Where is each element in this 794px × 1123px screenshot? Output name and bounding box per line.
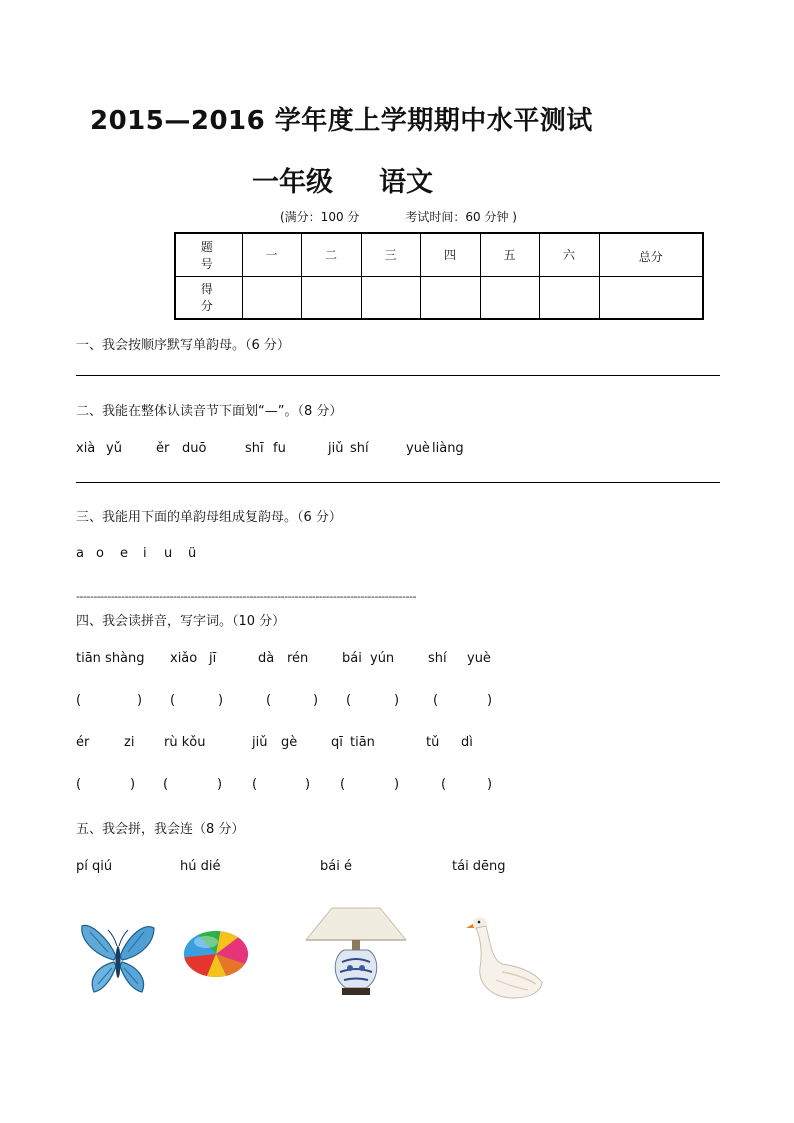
paren-open: ( bbox=[76, 693, 82, 708]
paren-close: ) bbox=[130, 777, 136, 792]
q4-answer-row-2 bbox=[0, 777, 794, 795]
q4-pinyin-row-2 bbox=[0, 735, 794, 753]
paren-close: ) bbox=[487, 777, 493, 792]
score-cell-4[interactable] bbox=[420, 276, 480, 319]
question-1: 一、我会按顺序默写单韵母。（6 分） bbox=[76, 338, 290, 353]
word-butterfly[interactable]: hú dié bbox=[180, 859, 221, 874]
word-goose[interactable]: bái é bbox=[320, 859, 352, 874]
paren-open: ( bbox=[76, 777, 82, 792]
paren-close: ) bbox=[305, 777, 311, 792]
pinyin: dì bbox=[461, 735, 473, 750]
butterfly-image[interactable] bbox=[78, 918, 158, 998]
paren-close: ) bbox=[137, 693, 143, 708]
paren-open: ( bbox=[433, 693, 439, 708]
q3-vowels bbox=[0, 546, 794, 564]
exam-time: 考试时间：60 分钟 ) bbox=[405, 210, 517, 224]
paren-open: ( bbox=[266, 693, 272, 708]
pinyin: qī bbox=[331, 735, 343, 750]
paren-close: ) bbox=[217, 777, 223, 792]
syllable: jiǔ bbox=[328, 441, 344, 456]
syllable: shī bbox=[245, 441, 264, 456]
q4-pinyin-row-1 bbox=[0, 651, 794, 669]
col-1: 一 bbox=[242, 233, 301, 276]
col-3: 三 bbox=[361, 233, 420, 276]
vowel: a bbox=[76, 546, 84, 561]
score-cell-total[interactable] bbox=[599, 276, 703, 319]
score-cell-3[interactable] bbox=[361, 276, 420, 319]
answer-line-1[interactable] bbox=[76, 375, 720, 376]
question-5: 五、我会拼，我会连（8 分） bbox=[76, 822, 245, 837]
score-cell-2[interactable] bbox=[301, 276, 361, 319]
lamp-image[interactable] bbox=[302, 906, 410, 998]
pinyin: xiǎo bbox=[170, 651, 198, 666]
pinyin: rù kǒu bbox=[164, 735, 206, 750]
exam-info bbox=[280, 208, 517, 225]
question-4: 四、我会读拼音，写字词。（10 分） bbox=[76, 614, 286, 629]
syllable: xià bbox=[76, 441, 96, 456]
ball-image[interactable] bbox=[182, 928, 252, 980]
vowel: e bbox=[120, 546, 128, 561]
paren-open: ( bbox=[252, 777, 258, 792]
syllable: fu bbox=[273, 441, 286, 456]
score-label: 得 分 bbox=[175, 276, 242, 319]
paren-close: ) bbox=[394, 693, 400, 708]
question-2: 二、我能在整体认读音节下面划“—”。（8 分） bbox=[76, 404, 343, 419]
syllable: liàng bbox=[432, 441, 464, 456]
paren-open: ( bbox=[441, 777, 447, 792]
q2-syllables bbox=[0, 441, 794, 459]
col-2: 二 bbox=[301, 233, 361, 276]
q5-words bbox=[0, 859, 794, 877]
pinyin: yuè bbox=[467, 651, 491, 666]
paren-close: ) bbox=[218, 693, 224, 708]
syllable: ěr bbox=[156, 441, 170, 456]
score-cell-6[interactable] bbox=[539, 276, 599, 319]
subject-label: 语文 bbox=[379, 167, 433, 198]
question-3: 三、我能用下面的单韵母组成复韵母。（6 分） bbox=[76, 510, 342, 525]
col-5: 五 bbox=[480, 233, 539, 276]
pinyin: jiǔ bbox=[252, 735, 268, 750]
paren-open: ( bbox=[346, 693, 352, 708]
col-6: 六 bbox=[539, 233, 599, 276]
pinyin: rén bbox=[287, 651, 309, 666]
col-total: 总分 bbox=[599, 233, 703, 276]
word-lamp[interactable]: tái dēng bbox=[452, 859, 506, 874]
full-marks: (满分：100 分 bbox=[280, 210, 360, 224]
vowel: u bbox=[164, 546, 173, 561]
divider-line-2 bbox=[76, 482, 720, 483]
pinyin: dà bbox=[258, 651, 275, 666]
dashed-answer-line[interactable]: -------------------------------------------------------------------------------------------------- bbox=[76, 590, 416, 603]
syllable: yǔ bbox=[106, 441, 122, 456]
vowel: o bbox=[96, 546, 104, 561]
pinyin: bái bbox=[342, 651, 362, 666]
paren-close: ) bbox=[487, 693, 493, 708]
grade-label: 一年级 bbox=[252, 167, 333, 198]
pinyin: yún bbox=[370, 651, 395, 666]
vowel: ü bbox=[188, 546, 197, 561]
pinyin: tǔ bbox=[426, 735, 440, 750]
goose-image[interactable] bbox=[462, 912, 544, 1000]
pinyin: zi bbox=[124, 735, 135, 750]
paren-open: ( bbox=[163, 777, 169, 792]
pinyin: gè bbox=[281, 735, 298, 750]
paren-close: ) bbox=[394, 777, 400, 792]
score-cell-5[interactable] bbox=[480, 276, 539, 319]
word-ball[interactable]: pí qiú bbox=[76, 859, 113, 874]
score-table bbox=[174, 232, 704, 320]
pinyin: tiān bbox=[350, 735, 375, 750]
col-4: 四 bbox=[420, 233, 480, 276]
page-subtitle bbox=[252, 160, 433, 199]
pinyin: tiān shàng bbox=[76, 651, 145, 666]
pinyin: ér bbox=[76, 735, 90, 750]
syllable: yuè bbox=[406, 441, 430, 456]
pinyin: jī bbox=[209, 651, 217, 666]
header-label: 题 号 bbox=[175, 233, 242, 276]
q4-answer-row-1 bbox=[0, 693, 794, 711]
paren-open: ( bbox=[170, 693, 176, 708]
paren-open: ( bbox=[340, 777, 346, 792]
vowel: i bbox=[143, 546, 147, 561]
page-title: 2015—2016 学年度上学期期中水平测试 bbox=[90, 106, 593, 136]
syllable: duō bbox=[182, 441, 207, 456]
paren-close: ) bbox=[313, 693, 319, 708]
syllable: shí bbox=[350, 441, 369, 456]
pinyin: shí bbox=[428, 651, 447, 666]
score-cell-1[interactable] bbox=[242, 276, 301, 319]
